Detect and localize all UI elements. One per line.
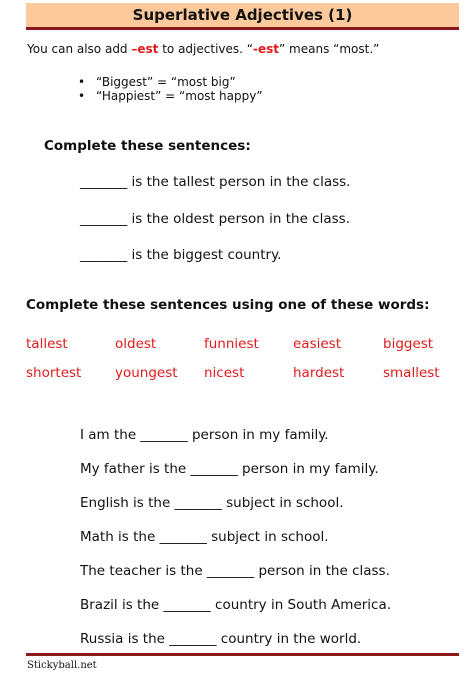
intro-text: You can also add –est to adjectives. “-est” means “most.” bbox=[27, 42, 380, 56]
exercise-sentence: Russia is the _______ country in the world. bbox=[80, 631, 362, 647]
section-heading: Complete these sentences using one of these words: bbox=[26, 297, 430, 313]
exercise-sentence: Brazil is the _______ country in South America. bbox=[80, 597, 392, 613]
word-bank-item: smallest bbox=[383, 365, 440, 381]
word-bank-item: nicest bbox=[204, 365, 245, 381]
section-heading: Complete these sentences: bbox=[44, 138, 251, 154]
exercise-sentence: _______ is the oldest person in the class. bbox=[80, 211, 350, 227]
word-bank-item: shortest bbox=[26, 365, 82, 381]
word-bank-item: easiest bbox=[293, 336, 341, 352]
example-item: • “Biggest” = “most big” bbox=[78, 75, 263, 89]
exercise-sentence: _______ is the biggest country. bbox=[80, 247, 282, 263]
word-bank-item: youngest bbox=[115, 365, 178, 381]
exercise-sentence: English is the _______ subject in school. bbox=[80, 495, 344, 511]
word-bank-item: hardest bbox=[293, 365, 345, 381]
exercise-sentence: _______ is the tallest person in the class. bbox=[80, 174, 351, 190]
suffix-est: -est bbox=[253, 42, 279, 56]
footer-divider bbox=[26, 653, 459, 656]
word-bank-item: tallest bbox=[26, 336, 68, 352]
example-list bbox=[78, 75, 263, 103]
example-item: • “Happiest” = “most happy” bbox=[78, 89, 263, 103]
page-title: Superlative Adjectives (1) bbox=[26, 3, 459, 30]
word-bank-item: funniest bbox=[204, 336, 259, 352]
footer-credit: Stickyball.net bbox=[27, 660, 97, 671]
exercise-sentence: The teacher is the _______ person in the class. bbox=[80, 563, 390, 579]
exercise-sentence: I am the _______ person in my family. bbox=[80, 427, 329, 443]
word-bank-item: biggest bbox=[383, 336, 434, 352]
exercise-sentence: Math is the _______ subject in school. bbox=[80, 529, 329, 545]
word-bank-item: oldest bbox=[115, 336, 157, 352]
exercise-sentence: My father is the _______ person in my family. bbox=[80, 461, 379, 477]
suffix-est: –est bbox=[131, 42, 159, 56]
